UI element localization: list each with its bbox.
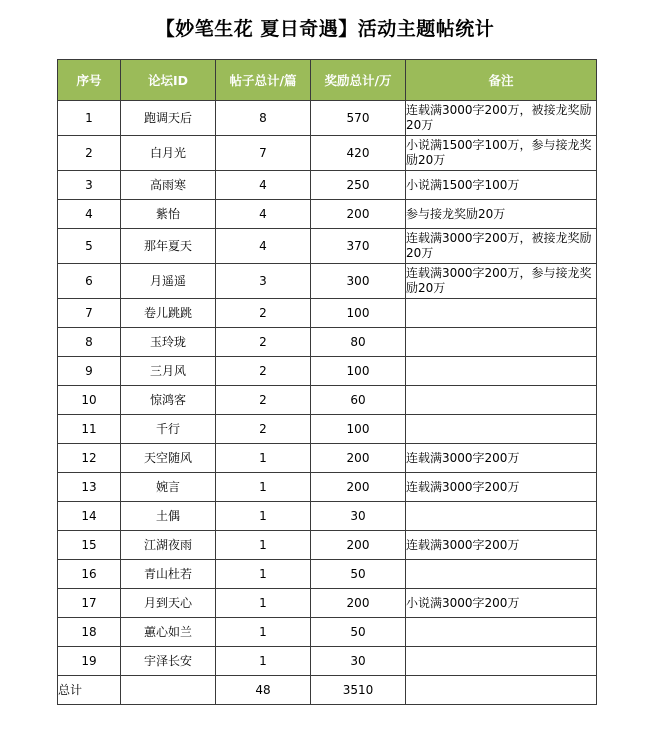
stats-table xyxy=(57,59,597,705)
cell-forum-id: 高雨寒 xyxy=(121,171,216,200)
cell-reward: 200 xyxy=(311,589,406,618)
table-row xyxy=(58,473,597,502)
cell-reward: 420 xyxy=(311,136,406,171)
cell-forum-id: 天空随风 xyxy=(121,444,216,473)
cell-no: 2 xyxy=(58,136,121,171)
cell-note: 连载满3000字200万 xyxy=(406,473,597,502)
cell-posts: 2 xyxy=(216,299,311,328)
cell-note xyxy=(406,328,597,357)
cell-reward: 60 xyxy=(311,386,406,415)
cell-forum-id: 玉玲珑 xyxy=(121,328,216,357)
cell-reward: 50 xyxy=(311,560,406,589)
table-row xyxy=(58,386,597,415)
cell-note: 参与接龙奖励20万 xyxy=(406,200,597,229)
cell-forum-id: 跑调天后 xyxy=(121,101,216,136)
cell-no: 9 xyxy=(58,357,121,386)
cell-posts: 1 xyxy=(216,473,311,502)
cell-posts: 8 xyxy=(216,101,311,136)
cell-forum-id: 卷儿跳跳 xyxy=(121,299,216,328)
table-row xyxy=(58,618,597,647)
cell-note: 连载满3000字200万，被接龙奖励20万 xyxy=(406,101,597,136)
cell-no: 4 xyxy=(58,200,121,229)
table-row xyxy=(58,647,597,676)
cell-forum-id: 白月光 xyxy=(121,136,216,171)
total-id xyxy=(121,676,216,705)
cell-reward: 200 xyxy=(311,531,406,560)
header-note: 备注 xyxy=(406,60,597,101)
cell-reward: 100 xyxy=(311,357,406,386)
cell-forum-id: 惊鸿客 xyxy=(121,386,216,415)
cell-no: 13 xyxy=(58,473,121,502)
cell-no: 3 xyxy=(58,171,121,200)
cell-posts: 1 xyxy=(216,531,311,560)
cell-no: 17 xyxy=(58,589,121,618)
table-row xyxy=(58,101,597,136)
cell-no: 14 xyxy=(58,502,121,531)
cell-note xyxy=(406,502,597,531)
cell-reward: 50 xyxy=(311,618,406,647)
cell-no: 15 xyxy=(58,531,121,560)
table-row xyxy=(58,531,597,560)
table-row xyxy=(58,357,597,386)
cell-note xyxy=(406,560,597,589)
total-label: 总计 xyxy=(58,676,121,705)
cell-no: 1 xyxy=(58,101,121,136)
cell-reward: 100 xyxy=(311,299,406,328)
cell-no: 12 xyxy=(58,444,121,473)
cell-posts: 1 xyxy=(216,444,311,473)
cell-reward: 250 xyxy=(311,171,406,200)
total-note xyxy=(406,676,597,705)
table-row xyxy=(58,415,597,444)
table-row xyxy=(58,589,597,618)
cell-no: 18 xyxy=(58,618,121,647)
cell-no: 6 xyxy=(58,264,121,299)
cell-note: 小说满1500字100万 xyxy=(406,171,597,200)
table-row xyxy=(58,560,597,589)
table-row xyxy=(58,229,597,264)
cell-posts: 7 xyxy=(216,136,311,171)
cell-no: 11 xyxy=(58,415,121,444)
cell-no: 7 xyxy=(58,299,121,328)
cell-reward: 30 xyxy=(311,647,406,676)
cell-forum-id: 紫怡 xyxy=(121,200,216,229)
cell-forum-id: 江湖夜雨 xyxy=(121,531,216,560)
cell-forum-id: 千行 xyxy=(121,415,216,444)
cell-note: 连载满3000字200万 xyxy=(406,531,597,560)
cell-reward: 100 xyxy=(311,415,406,444)
cell-posts: 1 xyxy=(216,618,311,647)
cell-reward: 200 xyxy=(311,444,406,473)
cell-posts: 4 xyxy=(216,171,311,200)
cell-note: 连载满3000字200万 xyxy=(406,444,597,473)
cell-note xyxy=(406,647,597,676)
cell-note: 小说满3000字200万 xyxy=(406,589,597,618)
cell-posts: 1 xyxy=(216,589,311,618)
cell-note xyxy=(406,415,597,444)
cell-forum-id: 月遥遥 xyxy=(121,264,216,299)
cell-no: 16 xyxy=(58,560,121,589)
cell-posts: 2 xyxy=(216,328,311,357)
cell-reward: 200 xyxy=(311,200,406,229)
cell-posts: 2 xyxy=(216,415,311,444)
header-forum-id: 论坛ID xyxy=(121,60,216,101)
cell-no: 8 xyxy=(58,328,121,357)
header-reward: 奖励总计/万 xyxy=(311,60,406,101)
table-row xyxy=(58,171,597,200)
cell-posts: 2 xyxy=(216,357,311,386)
cell-posts: 4 xyxy=(216,200,311,229)
table-row xyxy=(58,299,597,328)
cell-note xyxy=(406,618,597,647)
cell-forum-id: 那年夏天 xyxy=(121,229,216,264)
header-no: 序号 xyxy=(58,60,121,101)
cell-reward: 200 xyxy=(311,473,406,502)
cell-forum-id: 蕙心如兰 xyxy=(121,618,216,647)
table-row xyxy=(58,444,597,473)
cell-note xyxy=(406,299,597,328)
cell-note: 连载满3000字200万，被接龙奖励20万 xyxy=(406,229,597,264)
cell-no: 5 xyxy=(58,229,121,264)
cell-posts: 2 xyxy=(216,386,311,415)
page-title: 【妙笔生花 夏日奇遇】活动主题帖统计 xyxy=(155,18,495,40)
cell-reward: 370 xyxy=(311,229,406,264)
cell-forum-id: 宇泽长安 xyxy=(121,647,216,676)
cell-no: 10 xyxy=(58,386,121,415)
cell-note: 小说满1500字100万，参与接龙奖励20万 xyxy=(406,136,597,171)
cell-forum-id: 婉言 xyxy=(121,473,216,502)
cell-forum-id: 青山杜若 xyxy=(121,560,216,589)
table-row xyxy=(58,264,597,299)
header-posts: 帖子总计/篇 xyxy=(216,60,311,101)
header-row xyxy=(58,60,597,101)
total-posts: 48 xyxy=(216,676,311,705)
cell-posts: 3 xyxy=(216,264,311,299)
cell-note xyxy=(406,386,597,415)
total-reward: 3510 xyxy=(311,676,406,705)
cell-note xyxy=(406,357,597,386)
cell-no: 19 xyxy=(58,647,121,676)
cell-reward: 30 xyxy=(311,502,406,531)
table-row xyxy=(58,328,597,357)
cell-reward: 300 xyxy=(311,264,406,299)
cell-posts: 1 xyxy=(216,502,311,531)
cell-forum-id: 月到天心 xyxy=(121,589,216,618)
table-row xyxy=(58,136,597,171)
cell-reward: 80 xyxy=(311,328,406,357)
cell-forum-id: 三月风 xyxy=(121,357,216,386)
cell-posts: 4 xyxy=(216,229,311,264)
table-row xyxy=(58,200,597,229)
cell-posts: 1 xyxy=(216,560,311,589)
table-row xyxy=(58,502,597,531)
cell-reward: 570 xyxy=(311,101,406,136)
cell-posts: 1 xyxy=(216,647,311,676)
cell-note: 连载满3000字200万，参与接龙奖励20万 xyxy=(406,264,597,299)
cell-forum-id: 土偶 xyxy=(121,502,216,531)
total-row xyxy=(58,676,597,705)
